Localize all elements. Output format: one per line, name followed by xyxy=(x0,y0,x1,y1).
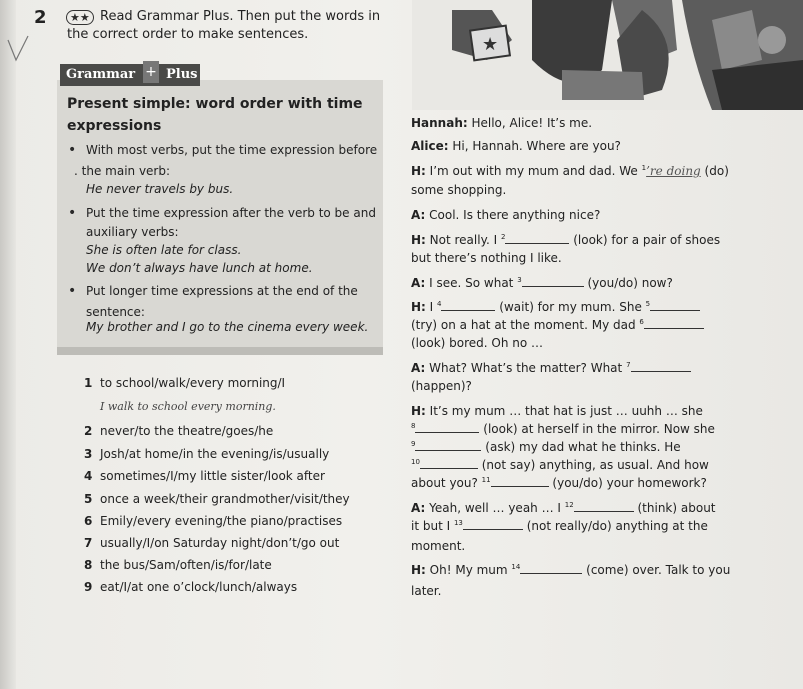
dialogue-line: H: I’m out with my mum and dad. We $^1$’re doing (do) xyxy=(411,164,729,178)
dialogue-line: $^{10}$ (not say) anything, as usual. And how xyxy=(411,458,709,472)
dialogue-line: Alice: Hi, Hannah. Where are you? xyxy=(411,139,621,153)
dialogue-line: H: I $^4$ (wait) for my mum. She $^5$ xyxy=(411,300,700,314)
answer-blank[interactable] xyxy=(520,563,582,574)
answer-blank[interactable] xyxy=(522,276,584,287)
dialogue-line: H: Not really. I $^2$ (look) for a pair of shoes xyxy=(411,233,721,247)
dialogue-line: Hannah: Hello, Alice! It’s me. xyxy=(411,116,593,130)
grammar-label-text: Grammar xyxy=(66,67,136,82)
plus-sign-icon: + xyxy=(143,61,159,83)
handwritten-answer: I walk to school every morning. xyxy=(100,400,276,413)
bullet-icon: • xyxy=(68,283,77,299)
handwritten-fill: ’re doing xyxy=(646,164,701,178)
rule-3-line-1: Put longer time expressions at the end of the xyxy=(86,284,358,298)
shop-illustration xyxy=(412,0,803,110)
grammar-title-line-1: Present simple: word order with time xyxy=(67,96,363,112)
dialogue-line: A: What? What’s the matter? What $^7$ xyxy=(411,361,691,375)
dialogue-line: (try) on a hat at the moment. My dad $^6$ xyxy=(411,318,704,332)
answer-blank[interactable] xyxy=(505,233,569,244)
difficulty-stars: ★★ xyxy=(66,10,94,25)
dialogue-line: (happen)? xyxy=(411,379,472,393)
dialogue-line: some shopping. xyxy=(411,183,507,197)
rule-2-line-2: auxiliary verbs: xyxy=(86,225,179,239)
answer-blank[interactable] xyxy=(463,519,523,530)
dialogue-line: it but I $^{13}$ (not really/do) anything at the xyxy=(411,519,708,533)
dialogue-line: $^8$ (look) at herself in the mirror. Now she xyxy=(411,422,715,436)
pencil-check-mark xyxy=(6,34,32,64)
bullet-icon: • xyxy=(68,205,77,221)
list-item: 3 Josh/at home/in the evening/is/usually xyxy=(84,447,330,461)
dialogue-line: A: Yeah, well … yeah … I $^{12}$ (think) about xyxy=(411,501,716,515)
answer-blank[interactable] xyxy=(631,361,691,372)
answer-blank[interactable] xyxy=(650,300,700,311)
dialogue-line: but there’s nothing I like. xyxy=(411,251,562,265)
dialogue-line: A: I see. So what $^3$ (you/do) now? xyxy=(411,276,673,290)
answer-blank[interactable] xyxy=(574,501,634,512)
dialogue-line: about you? $^{11}$ (you/do) your homework? xyxy=(411,476,707,490)
rule-3-example: My brother and I go to the cinema every week. xyxy=(86,320,369,334)
dialogue-line: $^9$ (ask) my dad what he thinks. He xyxy=(411,440,681,454)
rule-2-line-1: Put the time expression after the verb to be and xyxy=(86,206,376,220)
answer-blank[interactable] xyxy=(420,458,478,469)
dialogue-line: moment. xyxy=(411,539,466,553)
answer-blank[interactable] xyxy=(415,422,479,433)
answer-blank[interactable] xyxy=(441,300,495,311)
svg-text:★: ★ xyxy=(482,34,499,55)
answer-blank[interactable] xyxy=(415,440,481,451)
rule-1-example: He never travels by bus. xyxy=(86,182,234,196)
rule-3-line-2: sentence: xyxy=(86,305,145,319)
dialogue-line: H: It’s my mum … that hat is just … uuhh … she xyxy=(411,404,703,418)
rule-2-example-1: She is often late for class. xyxy=(86,243,242,257)
list-item: 8 the bus/Sam/often/is/for/late xyxy=(84,558,272,572)
dialogue-line: (look) bored. Oh no … xyxy=(411,336,544,350)
dialogue-line: A: Cool. Is there anything nice? xyxy=(411,208,601,222)
list-item: 4 sometimes/I/my little sister/look after xyxy=(84,469,325,483)
rule-1-line-1: With most verbs, put the time expression before xyxy=(86,143,378,157)
instruction-line-2: the correct order to make sentences. xyxy=(67,27,309,42)
grammar-title-line-2: expressions xyxy=(67,118,162,134)
list-item: 9 eat/I/at one o’clock/lunch/always xyxy=(84,580,298,594)
grammar-box-bottom-bar xyxy=(57,347,383,355)
list-item: 6 Emily/every evening/the piano/practises xyxy=(84,514,343,528)
dialogue-line: H: Oh! My mum $^{14}$ (come) over. Talk to you xyxy=(411,563,731,577)
list-item: 2 never/to the theatre/goes/he xyxy=(84,424,274,438)
page-fold-shadow xyxy=(0,0,16,689)
rule-1-line-2: . the main verb: xyxy=(74,164,171,178)
plus-label-text: Plus xyxy=(166,67,198,82)
answer-blank[interactable] xyxy=(491,476,549,487)
list-item: 7 usually/I/on Saturday night/don’t/go out xyxy=(84,536,340,550)
rule-2-example-2: We don’t always have lunch at home. xyxy=(86,261,313,275)
grammar-plus-label xyxy=(60,64,200,86)
list-item: 1 to school/walk/every morning/I xyxy=(84,376,286,390)
exercise-number: 2 xyxy=(34,7,47,28)
instruction-line-1: Read Grammar Plus. Then put the words in xyxy=(100,9,381,24)
dialogue-line: later. xyxy=(411,584,442,598)
bullet-icon: • xyxy=(68,142,77,158)
answer-blank[interactable] xyxy=(644,318,704,329)
list-item: 5 once a week/their grandmother/visit/they xyxy=(84,492,350,506)
